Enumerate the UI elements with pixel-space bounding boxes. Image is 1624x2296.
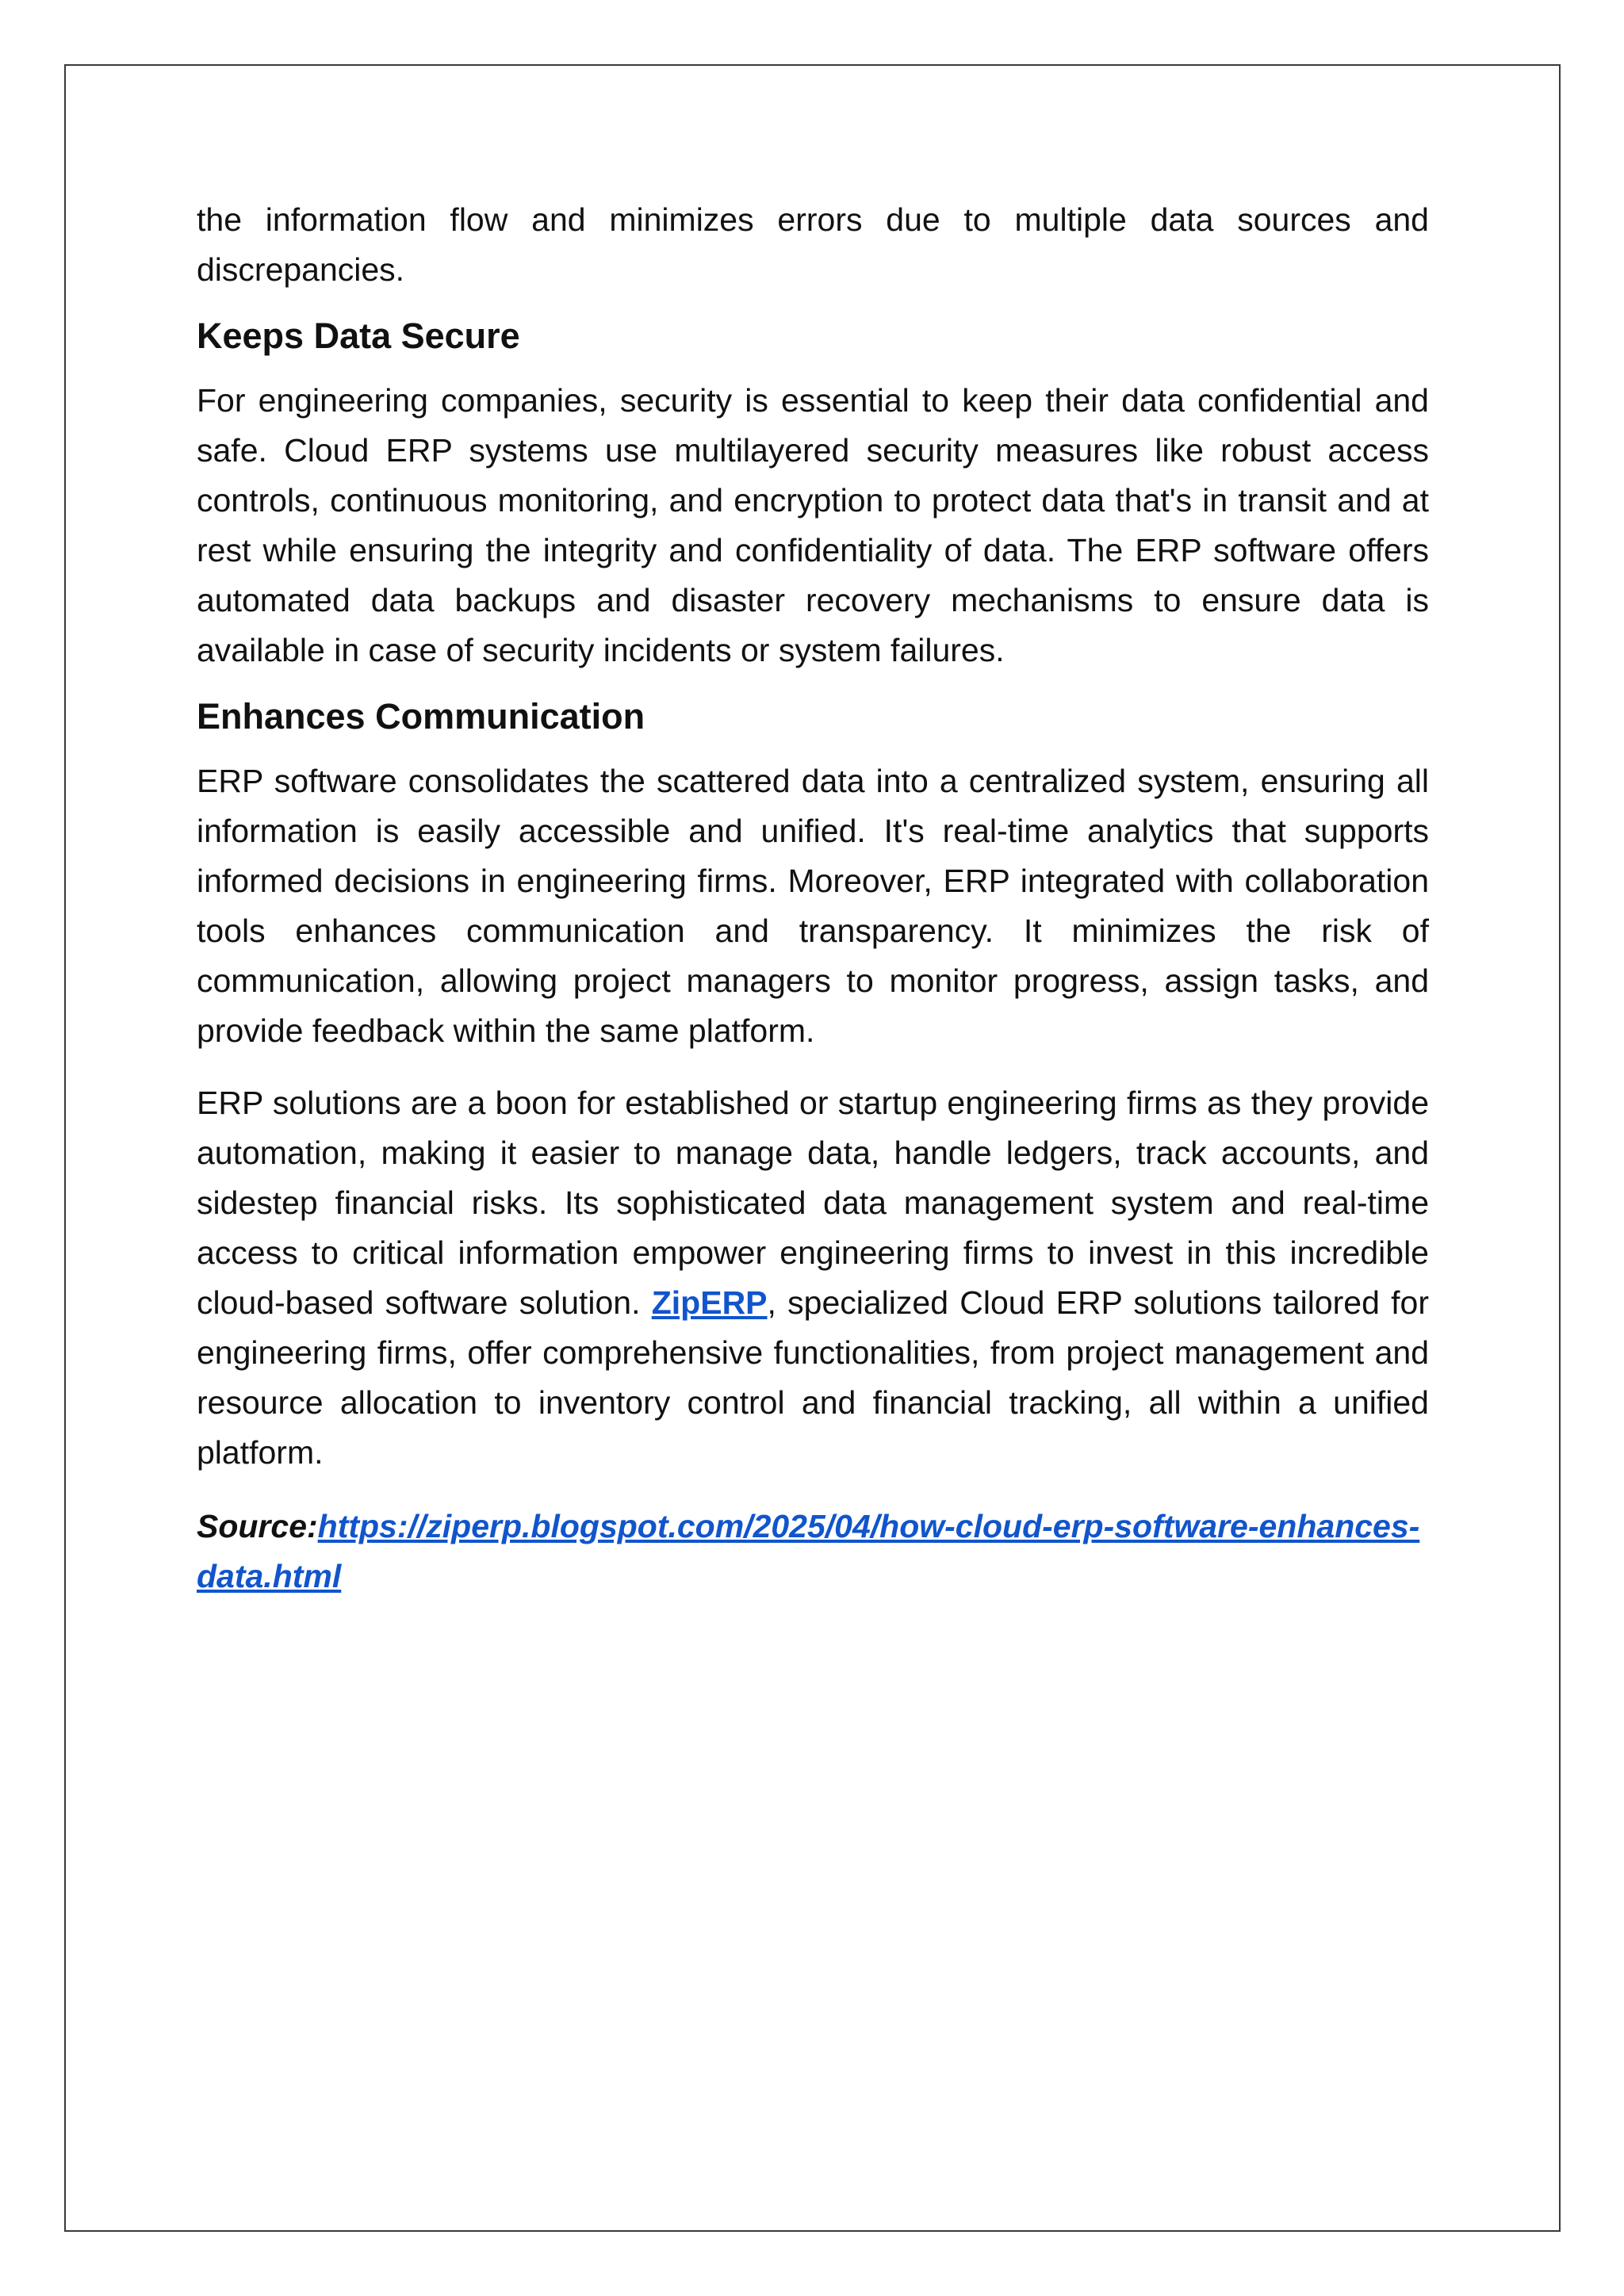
- conclusion-paragraph: [197, 1078, 1429, 1478]
- source-line: [197, 1502, 1429, 1601]
- paragraph-communication: ERP software consolidates the scattered data into a centralized system, ensuring all information is easily accessible and unified. It's real-time analytics that supports informed decisions in engineering firms. Moreover, ERP integrated with collaboration tools enhances communication and transparency. It minimizes the risk of communication, allowing project managers to monitor progress, assign tasks, and provide feedback within the same platform.: [197, 763, 1429, 1049]
- ziperp-link[interactable]: ZipERP: [651, 1284, 768, 1321]
- heading-enhances-communication: Enhances Communication: [197, 696, 645, 737]
- intro-continued-paragraph: the information flow and minimizes errors due to multiple data sources and discrepancies.: [197, 201, 1429, 288]
- conclusion-text-before-link: ERP solutions are a boon for established or startup engineering firms as they provide automation, making it easier to manage data, handle ledgers, track accounts, and sidestep financial risks. Its sophisticated data management system and real-time access to critical information empower engineering firms to invest in this incredible cloud-based software solution.: [197, 1085, 1429, 1321]
- paragraph-data-security: For engineering companies, security is essential to keep their data confidential and safe. Cloud ERP systems use multilayered security measures like robust access controls, continuous monitoring, and encryption to protect data that's in transit and at rest while ensuring the integrity and confidentiality of data. The ERP software offers automated data backups and disaster recovery mechanisms to ensure data is available in case of security incidents or system failures.: [197, 382, 1429, 668]
- conclusion-text-after-link: , specialized Cloud ERP solutions tailored for engineering firms, offer comprehensive functionalities, from project management and resource allocation to inventory control and financial tracking, all within a unified platform.: [197, 1284, 1429, 1471]
- heading-keeps-data-secure: Keeps Data Secure: [197, 316, 520, 356]
- source-url-link[interactable]: https://ziperp.blogspot.com/2025/04/how-cloud-erp-software-enhances-data.html: [197, 1508, 1420, 1594]
- source-label: Source:: [197, 1508, 318, 1544]
- document-body: [197, 195, 1429, 1601]
